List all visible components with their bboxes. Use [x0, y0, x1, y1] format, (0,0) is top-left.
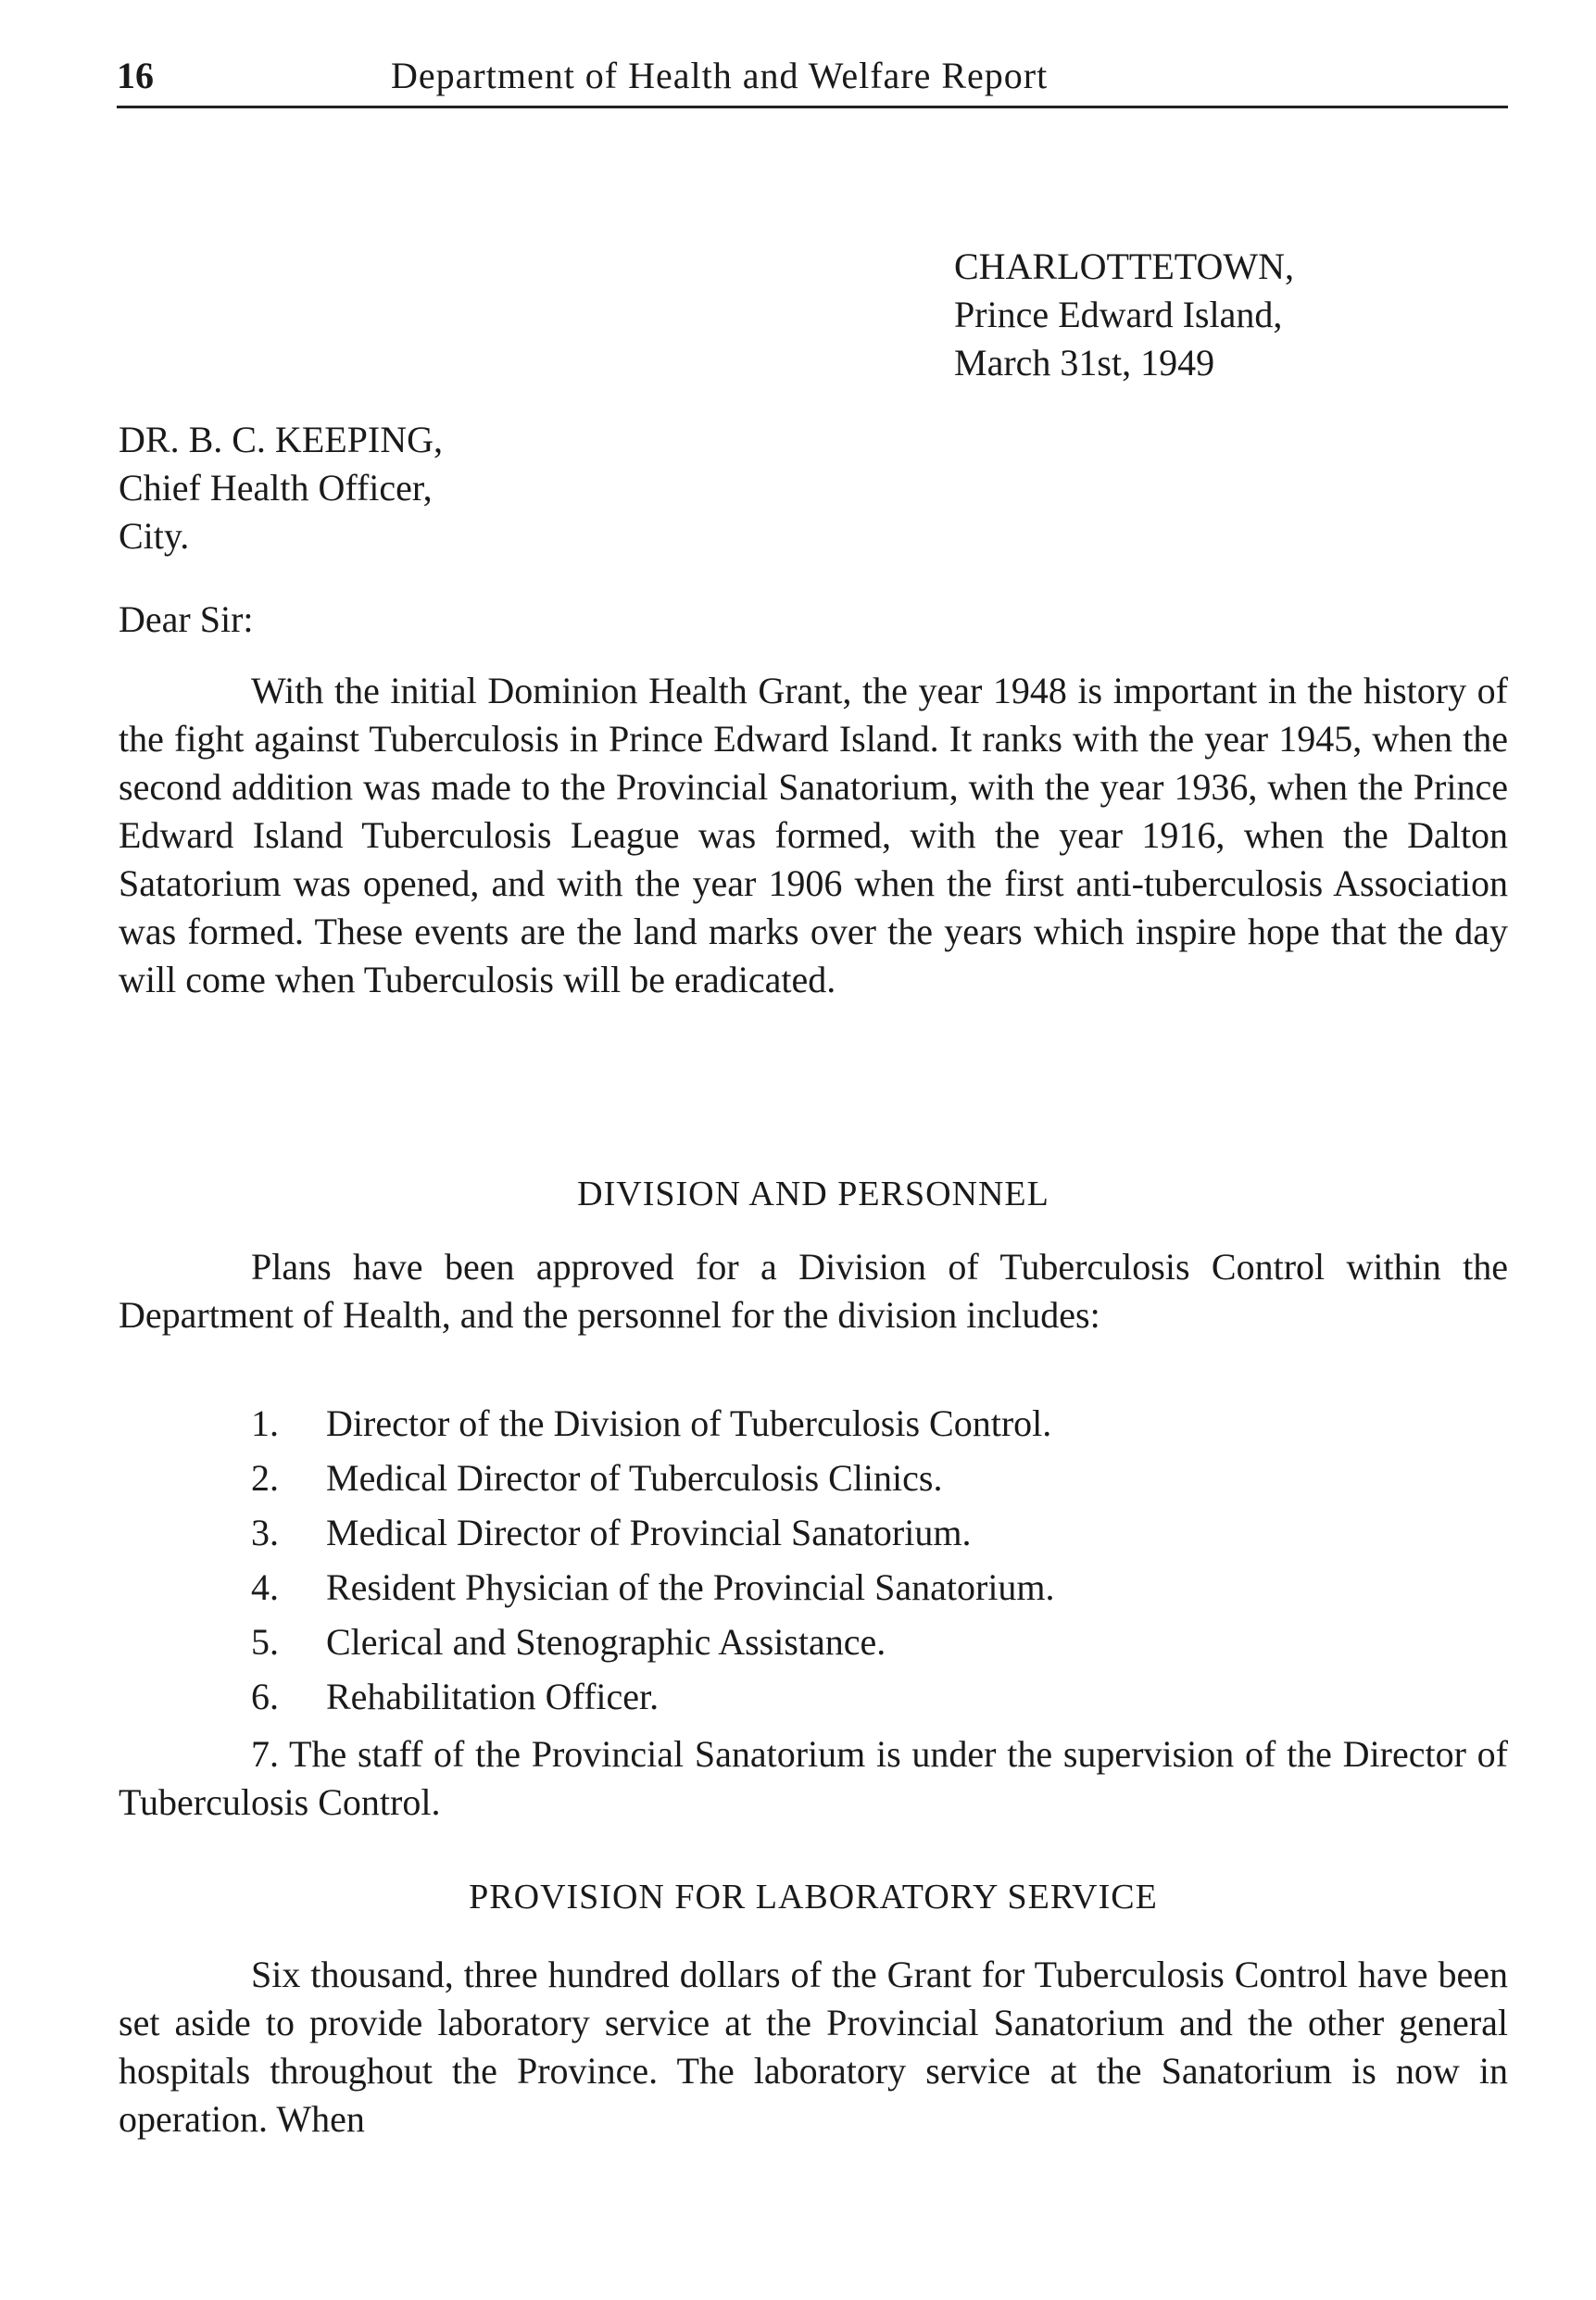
list-item — [119, 1560, 1508, 1615]
list-item-text: Medical Director of Provincial Sanatorium. — [326, 1512, 972, 1553]
list-item — [119, 1669, 1508, 1724]
list-item-number: 3. — [251, 1512, 279, 1553]
list-item-number: 4. — [251, 1566, 279, 1608]
section-heading-division-personnel: DIVISION AND PERSONNEL — [577, 1175, 1049, 1213]
list-item — [119, 1396, 1508, 1451]
list-item-text: Clerical and Stenographic Assistance. — [326, 1621, 886, 1663]
division-intro-paragraph: Plans have been approved for a Division of Tuberculosis Control within the Department of Health, and the personnel for the division includes: — [119, 1246, 1508, 1336]
list-item — [119, 1505, 1508, 1560]
list-item-number: 6. — [251, 1676, 279, 1717]
list-item-number: 2. — [251, 1457, 279, 1499]
list-item-number: 1. — [251, 1402, 279, 1444]
personnel-list — [119, 1396, 1508, 1724]
recipient-title: Chief Health Officer, — [119, 467, 433, 509]
dateline-date: March 31st, 1949 — [954, 342, 1215, 383]
list-item-text: Medical Director of Tuberculosis Clinics. — [326, 1457, 943, 1499]
list-item-text: Resident Physician of the Provincial Sanatorium. — [326, 1566, 1055, 1608]
list-item-number: 5. — [251, 1621, 279, 1663]
list-item-text: Director of the Division of Tuberculosis Control. — [326, 1402, 1052, 1444]
laboratory-paragraph: Six thousand, three hundred dollars of the Grant for Tuberculosis Control have been set aside to provide laboratory service at the Provincial Sanatorium and the other general hospitals throughout the Province. The laboratory service at the Sanatorium is now in operation. When — [119, 1954, 1508, 2140]
page-number: 16 — [117, 55, 154, 96]
dateline-province: Prince Edward Island, — [954, 294, 1283, 335]
list-item — [119, 1451, 1508, 1505]
letter-salutation: Dear Sir: — [119, 598, 254, 640]
recipient-place: City. — [119, 515, 190, 557]
intro-paragraph: With the initial Dominion Health Grant, the year 1948 is important in the history of the fight against Tuberculosis in Prince Edward Island. It ranks with the year 1945, when the second addition was made to the Provincial Sanatorium, with the year 1936, when the Prince Edward Island Tuberculosis League was formed, with the year 1916, when the Dalton Satatorium was opened, and with the year 1906 when the first anti-tuberculosis Association was formed. These events are the land marks over the years which inspire hope that the day will come when Tuberculosis will be eradicated. — [119, 670, 1508, 1000]
page-header — [117, 54, 1508, 108]
letter-dateline — [954, 243, 1294, 387]
running-title: Department of Health and Welfare Report — [391, 55, 1049, 96]
dateline-city: CHARLOTTETOWN, — [954, 245, 1294, 287]
list-item-text: Rehabilitation Officer. — [326, 1676, 660, 1717]
list-item-7: 7. The staff of the Provincial Sanatorium is under the supervision of the Director of Tuberculosis Control. — [119, 1733, 1508, 1823]
section-heading-laboratory-service: PROVISION FOR LABORATORY SERVICE — [469, 1878, 1158, 1917]
letter-recipient — [119, 416, 443, 560]
recipient-name: DR. B. C. KEEPING, — [119, 419, 444, 460]
list-item — [119, 1615, 1508, 1669]
